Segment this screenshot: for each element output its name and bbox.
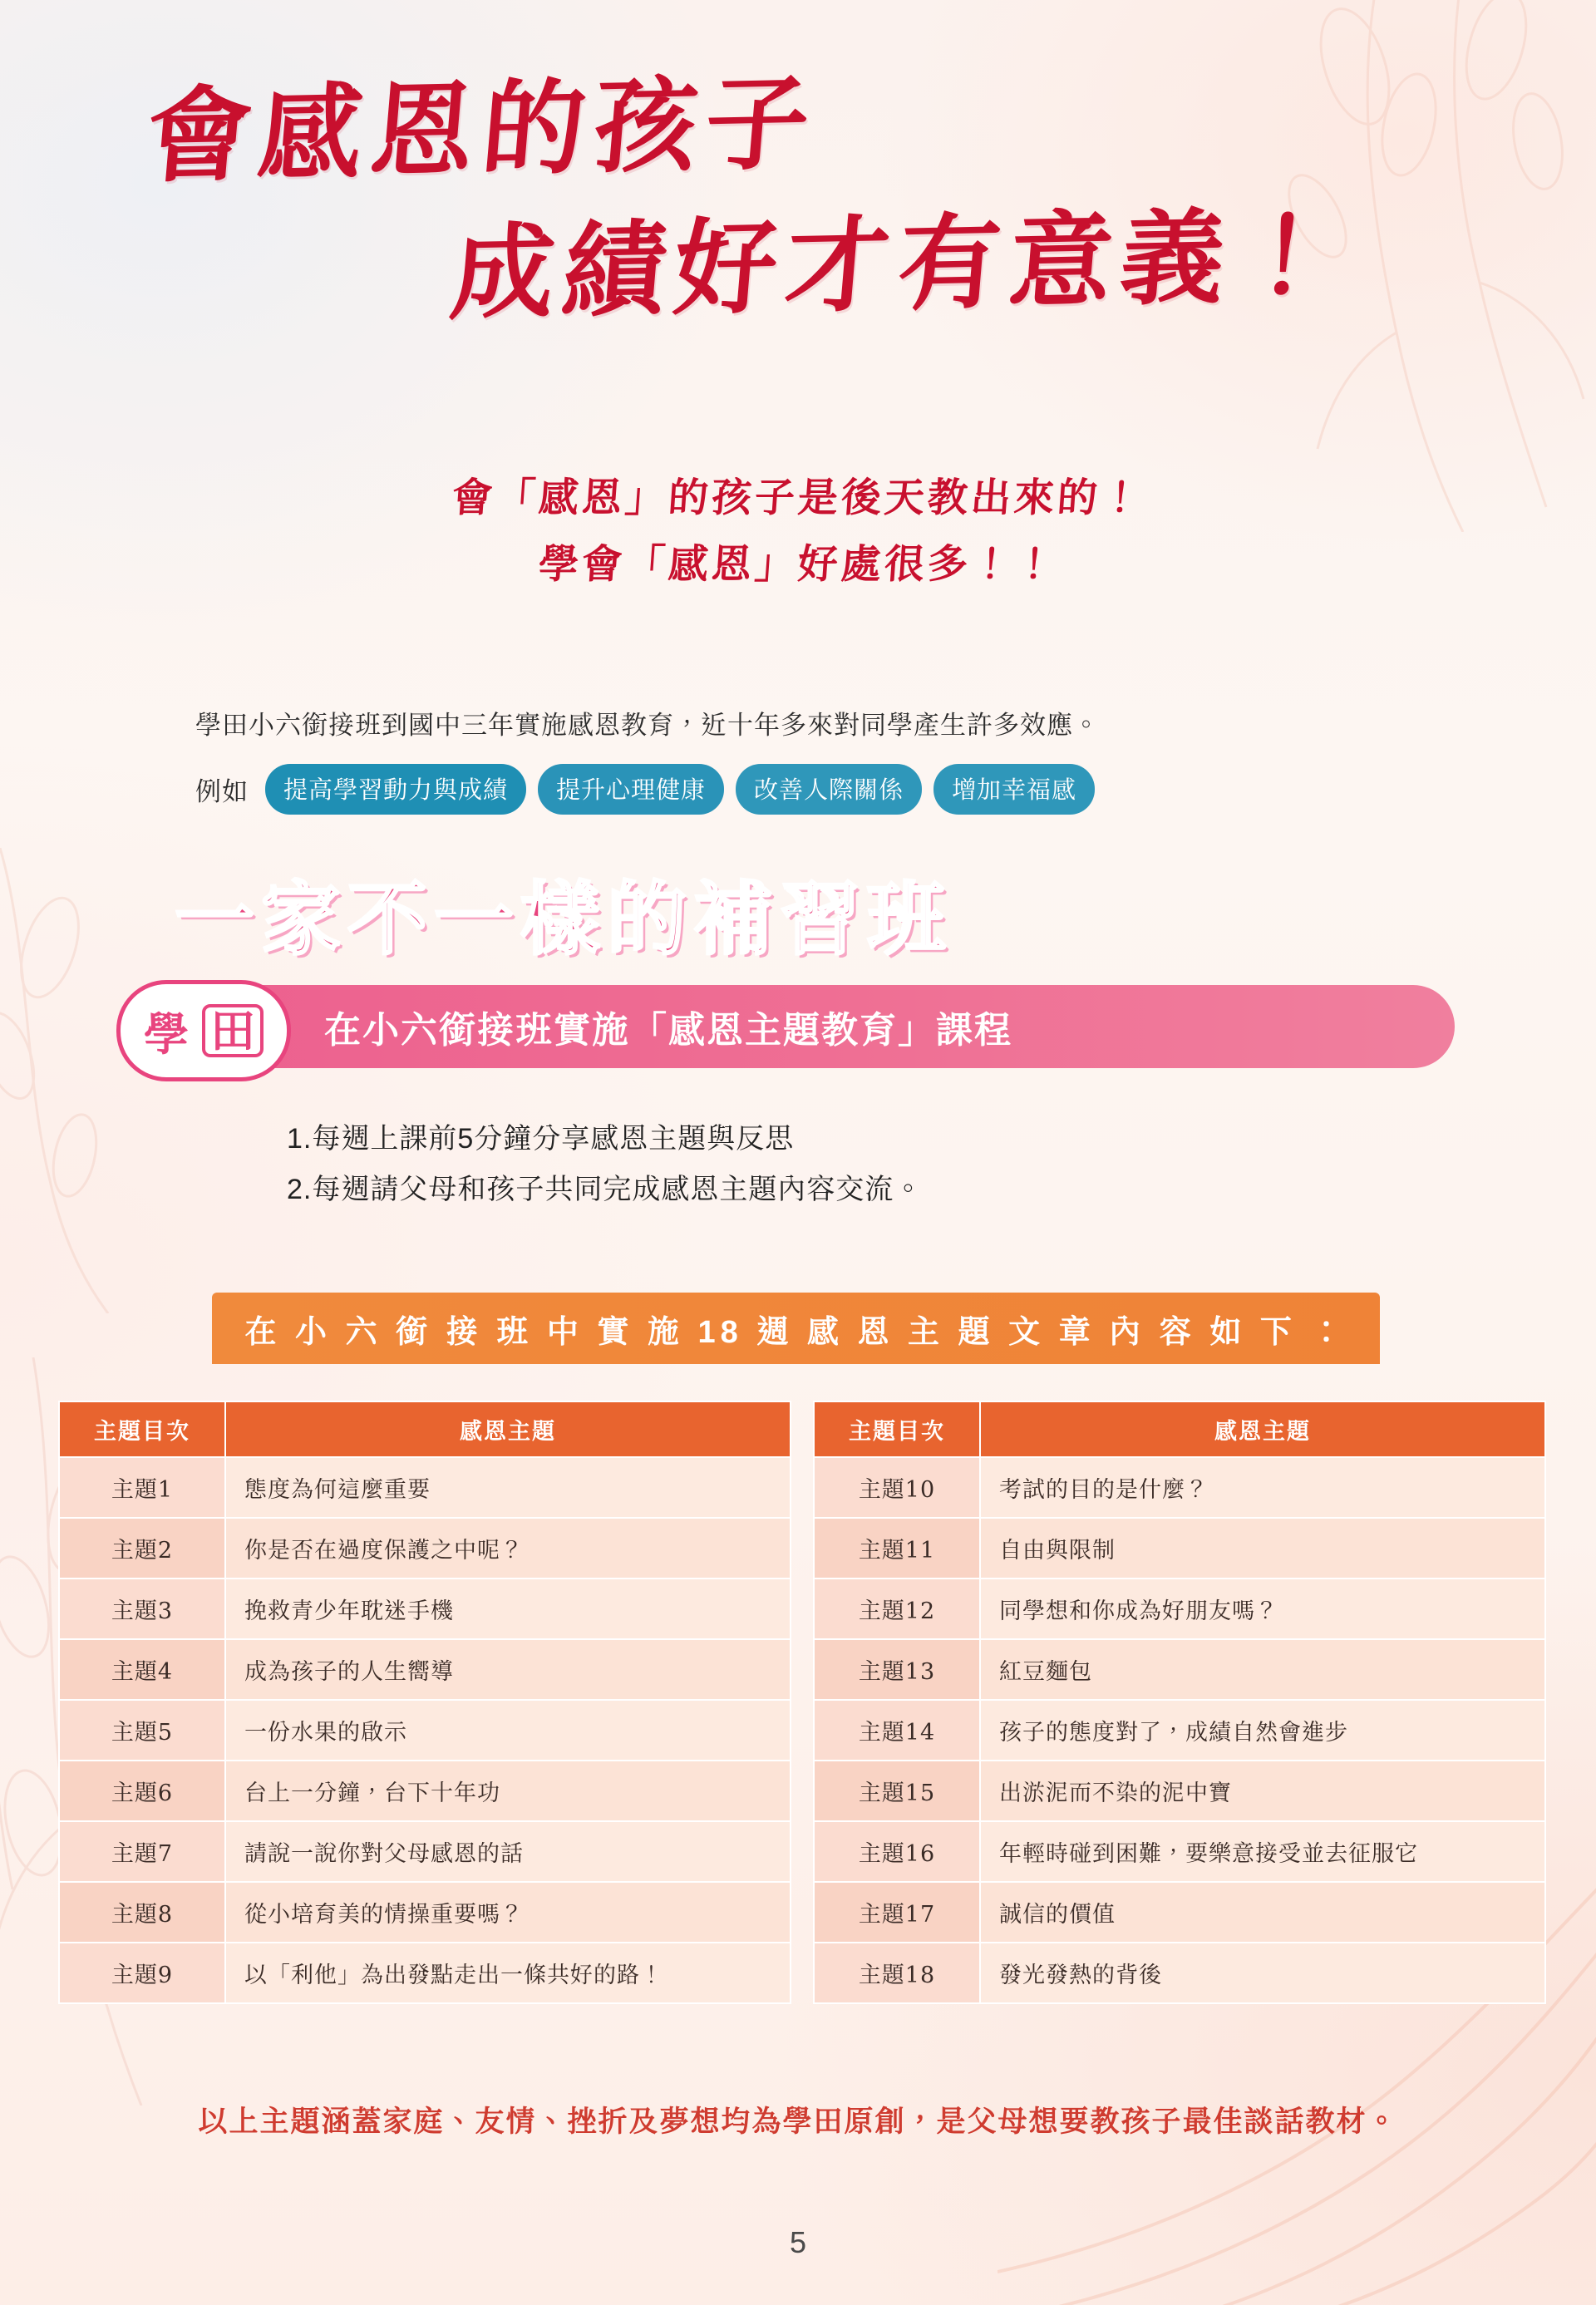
topics-tables (58, 1401, 1546, 2004)
table-row (59, 1639, 791, 1700)
table-row (814, 1761, 1545, 1821)
topic-index: 主題3 (59, 1579, 225, 1639)
table-row (814, 1943, 1545, 2003)
xuetian-logo-badge (116, 980, 291, 1081)
section-title-different-cram-school: 一家不一樣的補習班 (175, 872, 953, 966)
topic-text: 年輕時碰到困難，要樂意接受並去征服它 (980, 1821, 1545, 1882)
logo-char-2: 田 (202, 1004, 264, 1058)
topic-text: 成為孩子的人生嚮導 (225, 1639, 791, 1700)
topic-text: 以「利他」為出發點走出一條共好的路！ (225, 1943, 791, 2003)
topic-text: 一份水果的啟示 (225, 1700, 791, 1761)
table-row (59, 1882, 791, 1943)
logo-char-1: 學 (144, 1007, 189, 1061)
topic-index: 主題1 (59, 1457, 225, 1518)
topic-index: 主題13 (814, 1639, 980, 1700)
table-row (814, 1518, 1545, 1579)
topic-text: 挽救青少年耽迷手機 (225, 1579, 791, 1639)
page-title (0, 62, 1596, 335)
topic-index: 主題5 (59, 1700, 225, 1761)
subheading-line-1: 會「感恩」的孩子是後天教出來的！ (451, 475, 1146, 521)
table-row (59, 1700, 791, 1761)
column-header-topic-right: 感恩主題 (980, 1401, 1545, 1457)
step-item-1: 1.每週上課前5分鐘分享感恩主題與反思 (287, 1123, 795, 1155)
tag-row (195, 764, 1426, 815)
column-header-topic-left: 感恩主題 (225, 1401, 791, 1457)
topic-index: 主題7 (59, 1821, 225, 1882)
subheading-line-2: 學會「感恩」好處很多！！ (537, 540, 1060, 588)
topic-index: 主題2 (59, 1518, 225, 1579)
benefit-tag-4: 增加幸福感 (933, 764, 1095, 815)
table-row (814, 1821, 1545, 1882)
topic-index: 主題18 (814, 1943, 980, 2003)
topic-index: 主題17 (814, 1882, 980, 1943)
intro-section (195, 707, 1426, 815)
topic-text: 自由與限制 (980, 1518, 1545, 1579)
topic-text: 誠信的價值 (980, 1882, 1545, 1943)
table-row (59, 1821, 791, 1882)
topic-text: 孩子的態度對了，成績自然會進步 (980, 1700, 1545, 1761)
topic-index: 主題16 (814, 1821, 980, 1882)
topic-text: 發光發熱的背後 (980, 1943, 1545, 2003)
table-row (59, 1943, 791, 2003)
tag-lead-label: 例如 (195, 776, 249, 806)
page-number: 5 (789, 2225, 807, 2259)
table-row (59, 1457, 791, 1518)
table-row (59, 1761, 791, 1821)
table-row (814, 1579, 1545, 1639)
headline-line-2: 成績好才有意義！ (446, 195, 1350, 335)
table-row (814, 1457, 1545, 1518)
topic-index: 主題4 (59, 1639, 225, 1700)
course-banner-label: 在小六銜接班實施「感恩主題教育」課程 (324, 1010, 1012, 1051)
topic-index: 主題6 (59, 1761, 225, 1821)
topic-text: 你是否在過度保護之中呢？ (225, 1518, 791, 1579)
course-banner (125, 985, 1455, 1068)
table-row (59, 1518, 791, 1579)
table-header-row (814, 1401, 1545, 1457)
benefit-tag-3: 改善人際關係 (736, 764, 922, 815)
topic-text: 紅豆麵包 (980, 1639, 1545, 1700)
table-row (814, 1882, 1545, 1943)
topic-index: 主題11 (814, 1518, 980, 1579)
topic-index: 主題15 (814, 1761, 980, 1821)
topic-text: 出淤泥而不染的泥中寶 (980, 1761, 1545, 1821)
column-header-index-right: 主題目次 (814, 1401, 980, 1457)
topic-text: 考試的目的是什麼？ (980, 1457, 1545, 1518)
benefit-tag-2: 提升心理健康 (538, 764, 724, 815)
intro-paragraph: 學田小六銜接班到國中三年實施感恩教育，近十年多來對同學產生許多效應。 (195, 711, 1100, 740)
topic-text: 台上一分鐘，台下十年功 (225, 1761, 791, 1821)
topic-index: 主題14 (814, 1700, 980, 1761)
subheading (0, 470, 1596, 593)
table-row (814, 1639, 1545, 1700)
step-item-2: 2.每週請父母和孩子共同完成感恩主題內容交流。 (287, 1173, 924, 1205)
topics-table-left (58, 1401, 791, 2004)
topic-text: 從小培育美的情操重要嗎？ (225, 1882, 791, 1943)
table-row (59, 1579, 791, 1639)
table-title-bar: 在 小 六 銜 接 班 中 實 施 18 週 感 恩 主 題 文 章 內 容 如 下 ： (212, 1293, 1380, 1364)
topic-text: 請說一說你對父母感恩的話 (225, 1821, 791, 1882)
topic-index: 主題8 (59, 1882, 225, 1943)
topic-index: 主題12 (814, 1579, 980, 1639)
table-row (814, 1700, 1545, 1761)
column-header-index-left: 主題目次 (59, 1401, 225, 1457)
steps-list (287, 1114, 923, 1214)
footnote: 以上主題涵蓋家庭、友情、挫折及夢想均為學田原創，是父母想要教孩子最佳談話教材。 (198, 2106, 1398, 2138)
topic-text: 同學想和你成為好朋友嗎？ (980, 1579, 1545, 1639)
topic-index: 主題9 (59, 1943, 225, 2003)
topic-text: 態度為何這麼重要 (225, 1457, 791, 1518)
topics-table-right (813, 1401, 1546, 2004)
topic-index: 主題10 (814, 1457, 980, 1518)
table-header-row (59, 1401, 791, 1457)
benefit-tag-1: 提高學習動力與成績 (265, 764, 526, 815)
headline-line-1: 會感恩的孩子 (142, 62, 822, 198)
